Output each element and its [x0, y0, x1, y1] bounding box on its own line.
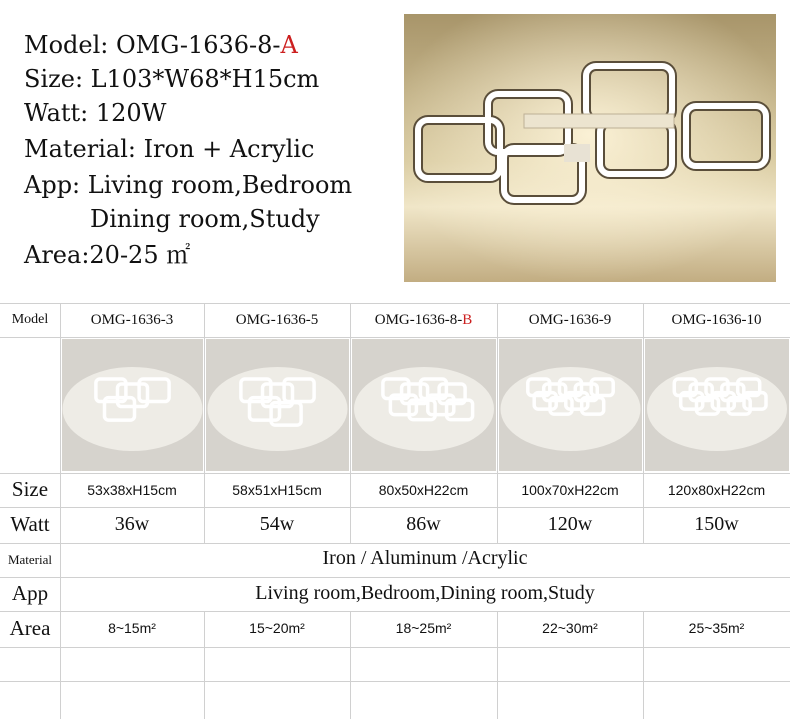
- model-name-cell: [350, 312, 497, 329]
- spec-model-label: Model: OMG-1636-8-: [24, 31, 281, 59]
- model-watt: 86w: [406, 513, 441, 535]
- model-watt: 150w: [694, 513, 739, 535]
- model-watt: 54w: [259, 513, 295, 535]
- spec-watt: Watt: 120W: [24, 99, 167, 127]
- grid-line: [0, 577, 790, 578]
- product-hero-photo: [404, 14, 776, 282]
- chandelier-thumbnail-icon: [645, 339, 789, 471]
- model-area: 8~15m²: [108, 620, 156, 636]
- grid-line: [0, 647, 790, 648]
- grid-line: [643, 303, 644, 543]
- spec-app-line1: App: Living room,Bedroom: [24, 171, 353, 199]
- spec-size: Size: L103*W68*H15cm: [24, 65, 320, 93]
- spec-block: [0, 0, 400, 290]
- grid-line: [204, 303, 205, 543]
- model-thumbnail: [499, 339, 642, 471]
- model-name-cell: [204, 312, 350, 329]
- chandelier-thumbnail-icon: [352, 339, 496, 471]
- spec-model: [24, 30, 298, 60]
- grid-line: [497, 303, 498, 543]
- model-area: 22~30m²: [542, 620, 598, 636]
- model-size: 120x80xH22cm: [667, 482, 766, 498]
- model-size: 80x50xH22cm: [378, 482, 469, 498]
- model-size: 53x38xH15cm: [87, 482, 177, 498]
- row-label-area: Area: [9, 616, 51, 640]
- grid-line: [0, 507, 790, 508]
- row-label-watt: Watt: [10, 512, 50, 536]
- row-label-app: App: [11, 581, 49, 605]
- grid-line: [0, 303, 790, 304]
- model-size: 100x70xH22cm: [521, 482, 619, 498]
- model-comparison-table: [0, 303, 790, 719]
- model-area: 15~20m²: [249, 620, 305, 636]
- material-value: Iron / Aluminum /Acrylic: [322, 547, 528, 569]
- model-name: OMG-1636-8-: [374, 312, 463, 328]
- spec-app-line2: Dining room,Study: [90, 205, 320, 233]
- grid-line: [60, 303, 61, 719]
- model-thumbnail: [645, 339, 789, 471]
- model-name: OMG-1636-9: [528, 312, 612, 328]
- model-watt: 120w: [547, 513, 593, 535]
- model-name: OMG-1636-3: [90, 312, 174, 328]
- grid-line: [0, 681, 790, 682]
- spec-model-suffix: A: [280, 31, 298, 59]
- model-area: 18~25m²: [395, 620, 452, 636]
- model-thumbnail: [352, 339, 496, 471]
- row-label-size: Size: [11, 477, 49, 501]
- model-area: 25~35m²: [688, 620, 745, 636]
- app-value: Living room,Bedroom,Dining room,Study: [255, 582, 595, 604]
- model-name-cell: [643, 312, 790, 329]
- chandelier-thumbnail-icon: [499, 339, 642, 471]
- grid-line: [0, 611, 790, 612]
- spec-area: Area:20-25 ㎡: [24, 241, 191, 269]
- grid-line: [350, 303, 351, 543]
- chandelier-thumbnail-icon: [206, 339, 349, 471]
- model-suffix: B: [462, 312, 473, 328]
- row-label-model: Model: [11, 312, 49, 327]
- grid-line: [0, 543, 790, 544]
- chandelier-thumbnail-icon: [62, 339, 203, 471]
- model-watt: 36w: [114, 513, 150, 535]
- model-thumbnail: [206, 339, 349, 471]
- grid-line: [0, 473, 790, 474]
- model-thumbnail: [62, 339, 203, 471]
- spec-material: Material: Iron + Acrylic: [24, 135, 315, 163]
- chandelier-illustration: [404, 14, 776, 282]
- model-size: 58x51xH15cm: [232, 482, 322, 498]
- model-name-cell: [497, 312, 643, 329]
- row-label-material: Material: [7, 552, 53, 567]
- model-name: OMG-1636-10: [671, 312, 762, 328]
- model-name: OMG-1636-5: [235, 312, 319, 328]
- model-name-cell: [60, 312, 204, 329]
- grid-line: [0, 337, 790, 338]
